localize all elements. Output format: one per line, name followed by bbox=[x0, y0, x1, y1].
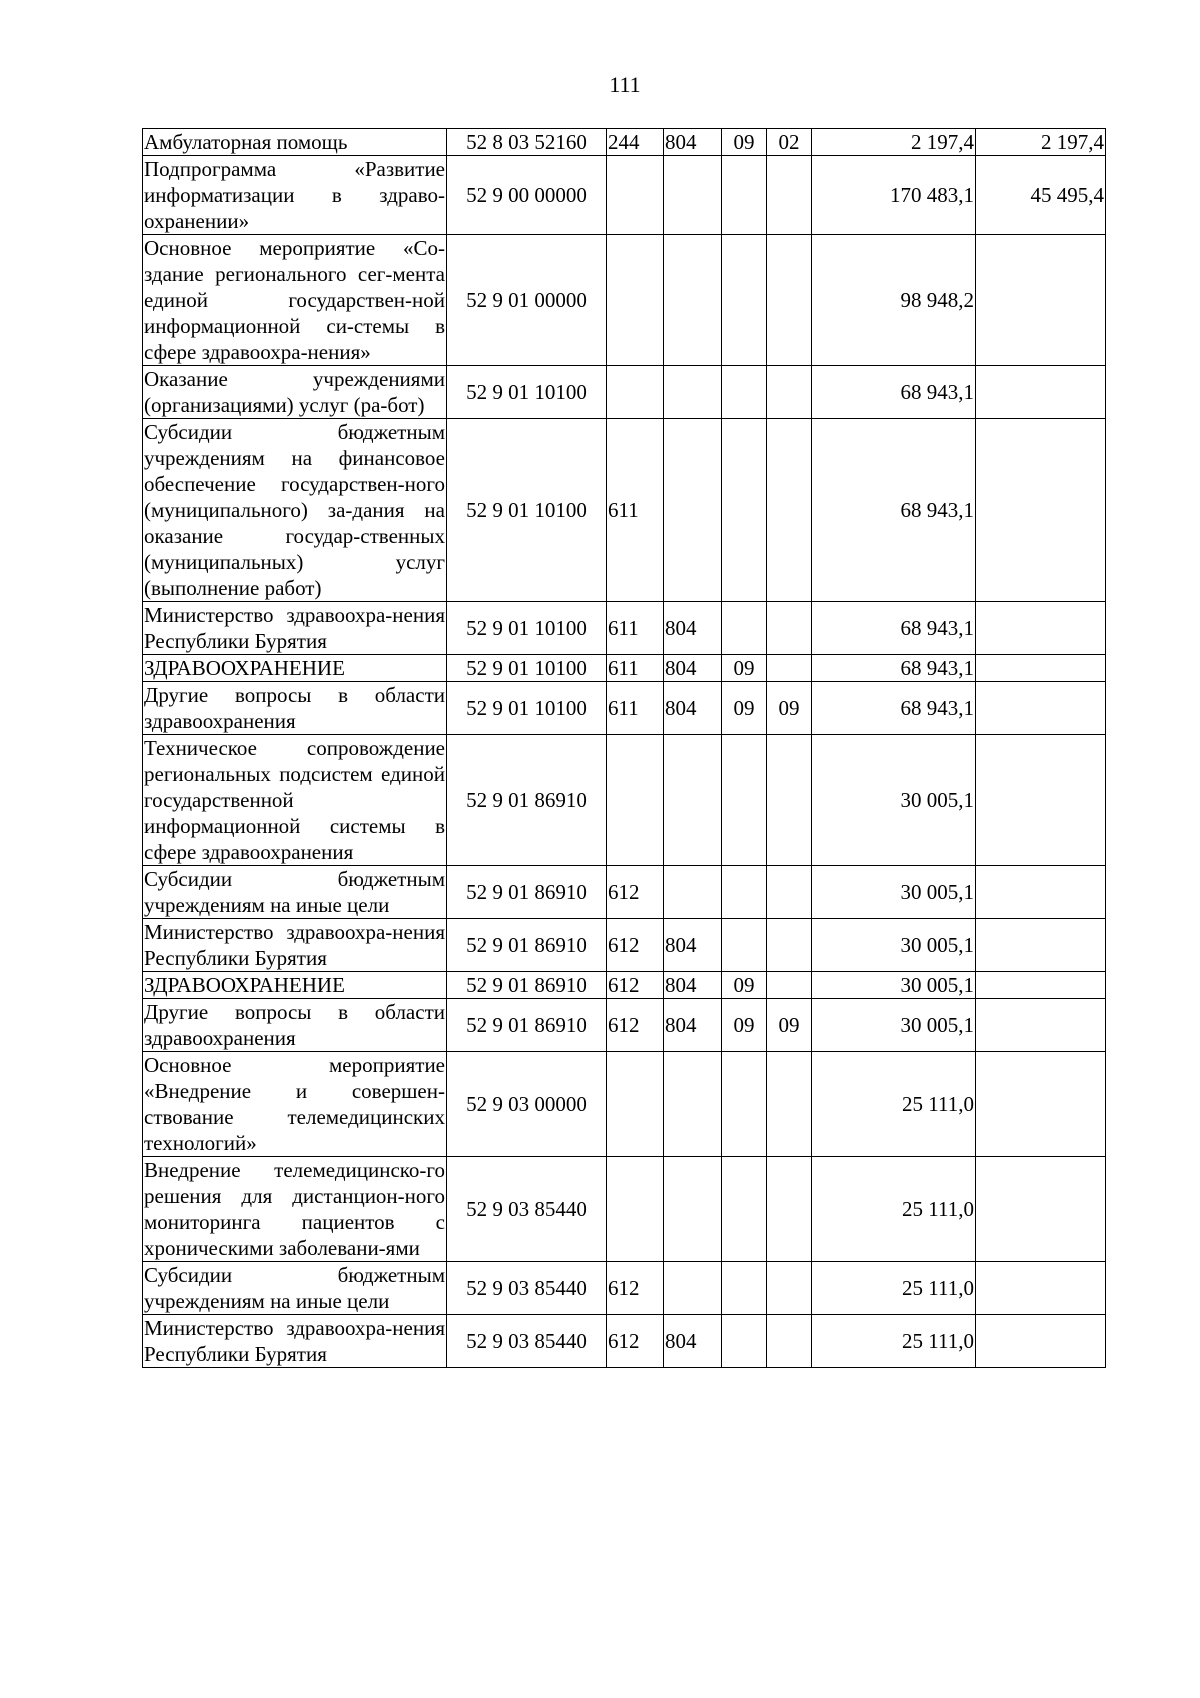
cell-target-article: 52 9 01 86910 bbox=[447, 999, 607, 1052]
cell-name: Оказание учреждениями (организациями) услуг (ра-бот) bbox=[144, 367, 445, 417]
cell-amount-1: 30 005,1 bbox=[812, 999, 976, 1052]
cell-ministry-code bbox=[664, 419, 722, 602]
cell-name: Субсидии бюджетным учреждениям на иные цели bbox=[144, 1263, 445, 1313]
cell-section bbox=[722, 1315, 767, 1368]
cell-ministry-code bbox=[664, 235, 722, 366]
cell-amount-1: 25 111,0 bbox=[812, 1052, 976, 1157]
cell-subsection bbox=[767, 1052, 812, 1157]
cell-amount-1: 98 948,2 bbox=[812, 235, 976, 366]
cell-ministry-code bbox=[664, 1262, 722, 1315]
table-row bbox=[143, 129, 1106, 156]
cell-expense-type: 611 bbox=[607, 419, 664, 602]
cell-target-article: 52 9 00 00000 bbox=[447, 156, 607, 235]
cell-amount-1: 25 111,0 bbox=[812, 1315, 976, 1368]
cell-name: Основное мероприятие «Внедрение и совершен-ствование телемедицинских технологий» bbox=[144, 1053, 445, 1155]
cell-name: Другие вопросы в области здравоохранения bbox=[144, 683, 445, 733]
cell-amount-2 bbox=[976, 972, 1106, 999]
cell-expense-type bbox=[607, 156, 664, 235]
cell-amount-1: 25 111,0 bbox=[812, 1262, 976, 1315]
table-row bbox=[143, 419, 1106, 602]
cell-expense-type bbox=[607, 1157, 664, 1262]
cell-amount-2: 2 197,4 bbox=[976, 129, 1106, 156]
cell-name: Внедрение телемедицинско-го решения для дистанцион-ного мониторинга пациентов с хроническими заболевани-ями bbox=[144, 1158, 445, 1260]
cell-amount-2 bbox=[976, 419, 1106, 602]
cell-subsection bbox=[767, 602, 812, 655]
cell-section bbox=[722, 919, 767, 972]
cell-subsection bbox=[767, 235, 812, 366]
cell-amount-2 bbox=[976, 735, 1106, 866]
cell-amount-2 bbox=[976, 999, 1106, 1052]
cell-subsection bbox=[767, 419, 812, 602]
cell-subsection bbox=[767, 156, 812, 235]
cell-subsection: 09 bbox=[767, 682, 812, 735]
cell-section: 09 bbox=[722, 129, 767, 156]
cell-section bbox=[722, 1262, 767, 1315]
cell-amount-1: 30 005,1 bbox=[812, 735, 976, 866]
cell-amount-2 bbox=[976, 682, 1106, 735]
cell-ministry-code: 804 bbox=[664, 682, 722, 735]
cell-name: ЗДРАВООХРАНЕНИЕ bbox=[143, 655, 447, 682]
cell-amount-1: 68 943,1 bbox=[812, 366, 976, 419]
cell-name: Другие вопросы в области здравоохранения bbox=[144, 1000, 445, 1050]
table-row bbox=[143, 602, 1106, 655]
table-row bbox=[143, 1315, 1106, 1368]
cell-ministry-code bbox=[664, 735, 722, 866]
cell-name: Основное мероприятие «Со-здание регионального сег-мента единой государствен-ной информационной си-стемы в сфере здравоохра-нения» bbox=[144, 236, 445, 364]
cell-target-article: 52 9 01 10100 bbox=[447, 602, 607, 655]
cell-amount-2 bbox=[976, 866, 1106, 919]
cell-name: Субсидии бюджетным учреждениям на иные цели bbox=[144, 867, 445, 917]
cell-target-article: 52 9 01 86910 bbox=[447, 919, 607, 972]
cell-expense-type bbox=[607, 235, 664, 366]
table-row bbox=[143, 919, 1106, 972]
cell-target-article: 52 9 03 85440 bbox=[447, 1315, 607, 1368]
cell-amount-1: 68 943,1 bbox=[812, 682, 976, 735]
cell-target-article: 52 9 01 86910 bbox=[447, 972, 607, 999]
cell-amount-1: 30 005,1 bbox=[812, 866, 976, 919]
cell-ministry-code: 804 bbox=[664, 972, 722, 999]
cell-name: Техническое сопровождение региональных подсистем единой государственной информационной системы в сфере здравоохранения bbox=[144, 736, 445, 864]
cell-expense-type: 612 bbox=[607, 1262, 664, 1315]
cell-section bbox=[722, 602, 767, 655]
cell-section bbox=[722, 866, 767, 919]
cell-name: Министерство здравоохра-нения Республики Бурятия bbox=[144, 1316, 445, 1366]
cell-ministry-code: 804 bbox=[664, 919, 722, 972]
cell-subsection: 02 bbox=[767, 129, 812, 156]
cell-ministry-code: 804 bbox=[664, 655, 722, 682]
table-row bbox=[143, 682, 1106, 735]
cell-target-article: 52 9 01 10100 bbox=[447, 366, 607, 419]
table-row bbox=[143, 972, 1106, 999]
cell-target-article: 52 9 01 10100 bbox=[447, 655, 607, 682]
cell-amount-2 bbox=[976, 1315, 1106, 1368]
cell-ministry-code: 804 bbox=[664, 1315, 722, 1368]
cell-target-article: 52 9 03 00000 bbox=[447, 1052, 607, 1157]
cell-section: 09 bbox=[722, 655, 767, 682]
cell-target-article: 52 9 01 00000 bbox=[447, 235, 607, 366]
cell-subsection bbox=[767, 655, 812, 682]
cell-ministry-code bbox=[664, 156, 722, 235]
cell-ministry-code bbox=[664, 1052, 722, 1157]
cell-section: 09 bbox=[722, 999, 767, 1052]
cell-section bbox=[722, 735, 767, 866]
cell-expense-type: 612 bbox=[607, 1315, 664, 1368]
cell-amount-1: 30 005,1 bbox=[812, 919, 976, 972]
cell-section bbox=[722, 419, 767, 602]
cell-target-article: 52 9 01 86910 bbox=[447, 735, 607, 866]
table-row bbox=[143, 866, 1106, 919]
cell-amount-2 bbox=[976, 602, 1106, 655]
cell-expense-type: 612 bbox=[607, 972, 664, 999]
table-row bbox=[143, 999, 1106, 1052]
cell-expense-type: 612 bbox=[607, 999, 664, 1052]
cell-ministry-code bbox=[664, 366, 722, 419]
cell-expense-type bbox=[607, 366, 664, 419]
cell-section bbox=[722, 235, 767, 366]
table-row bbox=[143, 735, 1106, 866]
cell-name: Министерство здравоохра-нения Республики Бурятия bbox=[144, 920, 445, 970]
table-row bbox=[143, 156, 1106, 235]
cell-subsection bbox=[767, 366, 812, 419]
cell-amount-1: 68 943,1 bbox=[812, 655, 976, 682]
cell-name: Амбулаторная помощь bbox=[143, 129, 447, 156]
cell-subsection bbox=[767, 919, 812, 972]
cell-amount-2: 45 495,4 bbox=[976, 156, 1106, 235]
cell-ministry-code bbox=[664, 1157, 722, 1262]
cell-amount-1: 170 483,1 bbox=[812, 156, 976, 235]
cell-amount-2 bbox=[976, 235, 1106, 366]
cell-target-article: 52 9 01 10100 bbox=[447, 682, 607, 735]
cell-name: Субсидии бюджетным учреждениям на финансовое обеспечение государствен-ного (муниципального) за-дания на оказание государ-ственных (муниципальных) услуг (выполнение работ) bbox=[144, 420, 445, 600]
cell-expense-type: 611 bbox=[607, 602, 664, 655]
table-row bbox=[143, 655, 1106, 682]
cell-target-article: 52 8 03 52160 bbox=[447, 129, 607, 156]
cell-subsection: 09 bbox=[767, 999, 812, 1052]
table-row bbox=[143, 366, 1106, 419]
table-row bbox=[143, 1052, 1106, 1157]
cell-expense-type: 611 bbox=[607, 682, 664, 735]
cell-subsection bbox=[767, 972, 812, 999]
cell-expense-type: 611 bbox=[607, 655, 664, 682]
cell-target-article: 52 9 01 10100 bbox=[447, 419, 607, 602]
cell-expense-type: 612 bbox=[607, 919, 664, 972]
table-row bbox=[143, 1262, 1106, 1315]
cell-amount-2 bbox=[976, 366, 1106, 419]
table-row bbox=[143, 235, 1106, 366]
cell-amount-2 bbox=[976, 655, 1106, 682]
cell-amount-1: 68 943,1 bbox=[812, 419, 976, 602]
cell-section bbox=[722, 1052, 767, 1157]
cell-expense-type: 244 bbox=[607, 129, 664, 156]
cell-amount-2 bbox=[976, 919, 1106, 972]
cell-ministry-code: 804 bbox=[664, 999, 722, 1052]
cell-expense-type bbox=[607, 735, 664, 866]
cell-expense-type: 612 bbox=[607, 866, 664, 919]
cell-target-article: 52 9 01 86910 bbox=[447, 866, 607, 919]
cell-section: 09 bbox=[722, 682, 767, 735]
cell-ministry-code: 804 bbox=[664, 129, 722, 156]
cell-subsection bbox=[767, 866, 812, 919]
cell-expense-type bbox=[607, 1052, 664, 1157]
cell-amount-1: 2 197,4 bbox=[812, 129, 976, 156]
cell-target-article: 52 9 03 85440 bbox=[447, 1262, 607, 1315]
cell-section bbox=[722, 366, 767, 419]
cell-ministry-code: 804 bbox=[664, 602, 722, 655]
cell-name: Министерство здравоохра-нения Республики Бурятия bbox=[144, 603, 445, 653]
cell-subsection bbox=[767, 735, 812, 866]
table-body bbox=[143, 129, 1106, 1368]
cell-section bbox=[722, 156, 767, 235]
cell-amount-1: 68 943,1 bbox=[812, 602, 976, 655]
cell-amount-1: 25 111,0 bbox=[812, 1157, 976, 1262]
cell-target-article: 52 9 03 85440 bbox=[447, 1157, 607, 1262]
cell-subsection bbox=[767, 1315, 812, 1368]
cell-name: Подпрограмма «Развитие информатизации в здраво-охранении» bbox=[144, 157, 445, 233]
cell-name: ЗДРАВООХРАНЕНИЕ bbox=[143, 972, 447, 999]
budget-table bbox=[142, 128, 1106, 1368]
cell-section bbox=[722, 1157, 767, 1262]
cell-subsection bbox=[767, 1157, 812, 1262]
table-row bbox=[143, 1157, 1106, 1262]
cell-subsection bbox=[767, 1262, 812, 1315]
page-number: 111 bbox=[609, 72, 641, 97]
cell-section: 09 bbox=[722, 972, 767, 999]
cell-ministry-code bbox=[664, 866, 722, 919]
cell-amount-1: 30 005,1 bbox=[812, 972, 976, 999]
cell-amount-2 bbox=[976, 1052, 1106, 1157]
cell-amount-2 bbox=[976, 1157, 1106, 1262]
cell-amount-2 bbox=[976, 1262, 1106, 1315]
